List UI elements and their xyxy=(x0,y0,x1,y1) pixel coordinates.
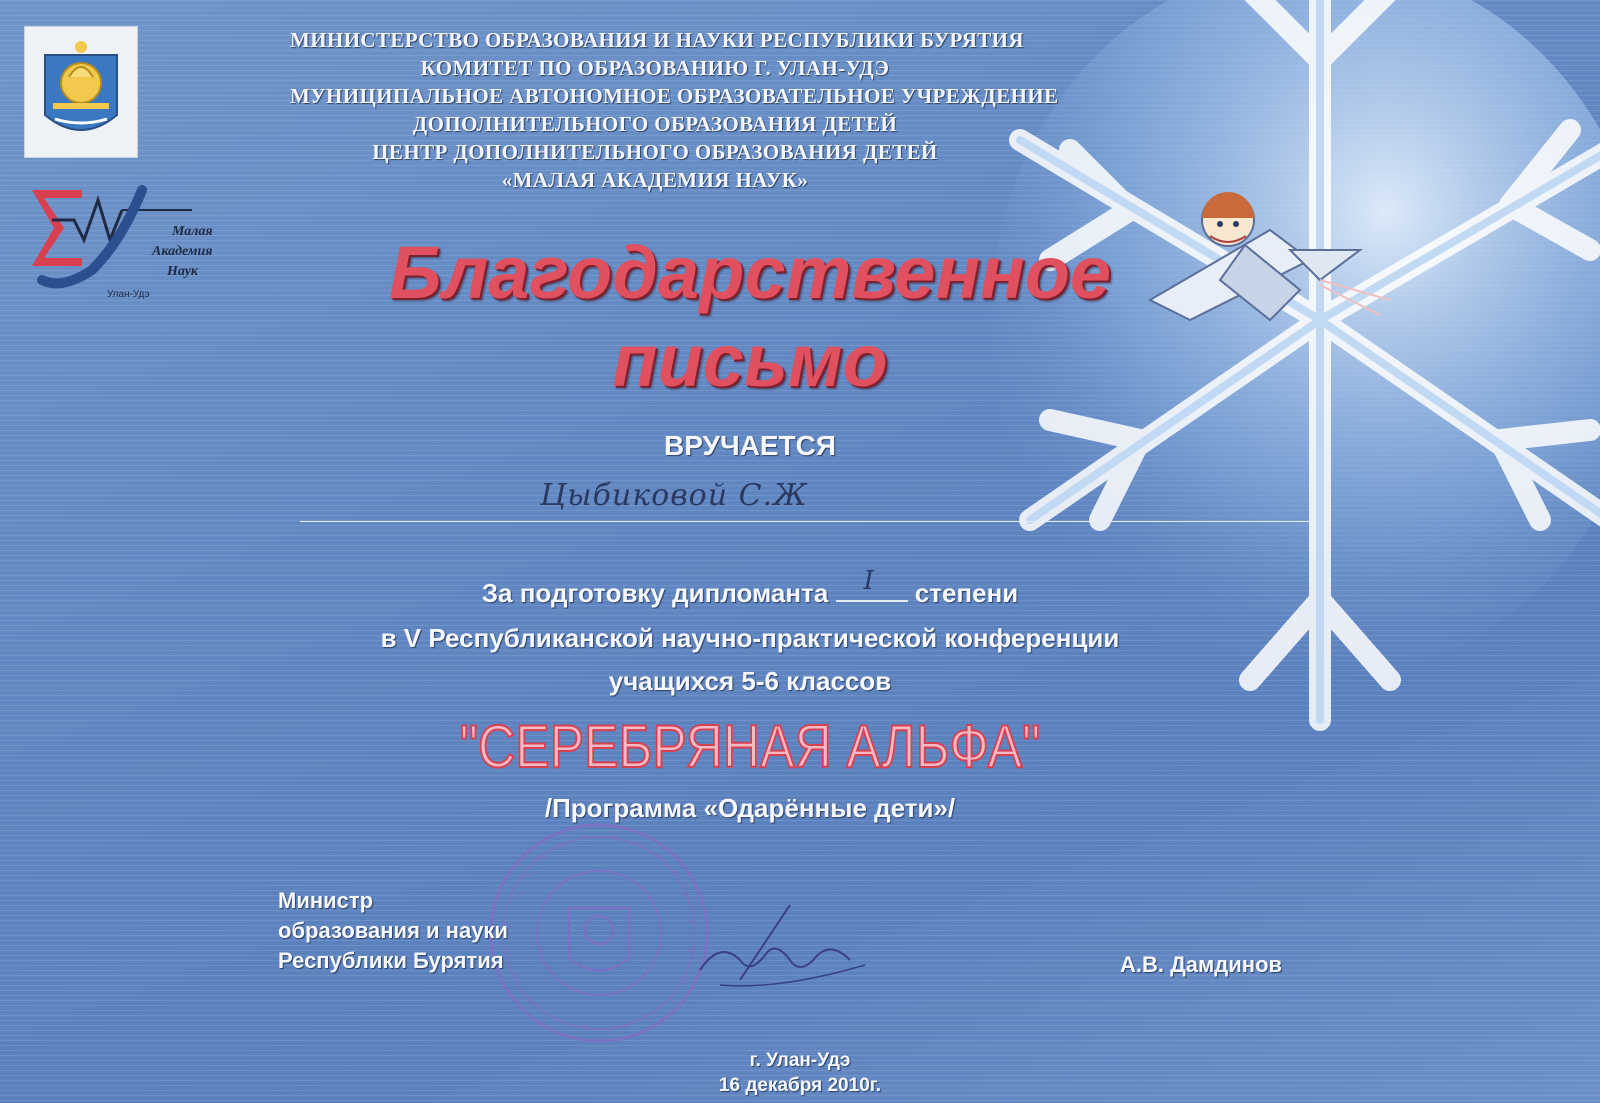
title-line-1: Благодарственное xyxy=(388,231,1112,314)
degree-value: I xyxy=(863,566,874,596)
logo-city: Улан-Удэ xyxy=(107,289,150,300)
body-line-1 xyxy=(250,566,1250,609)
awarded-label: ВРУЧАЕТСЯ xyxy=(664,430,836,461)
body-line-1-after: степени xyxy=(914,578,1019,608)
logo-word-3: Наук xyxy=(167,264,199,279)
signatory-title xyxy=(278,886,508,976)
recipient-name: Цыбиковой С.Ж xyxy=(540,478,808,513)
recipient-underline xyxy=(300,521,1315,522)
signatory-name: А.В. Дамдинов xyxy=(1120,952,1283,977)
date: 16 декабря 2010г. xyxy=(718,1075,882,1096)
body-line-1-before: За подготовку дипломанта xyxy=(481,578,829,608)
degree-blank xyxy=(836,566,908,602)
signatory-title-line: Республики Бурятия xyxy=(278,948,504,973)
signature xyxy=(680,900,870,1000)
event-name: "СЕРЕБРЯНАЯ АЛЬФА" xyxy=(459,713,1041,780)
logo-word-2: Академия xyxy=(152,244,213,259)
title-line-2: письмо xyxy=(612,319,888,402)
body-line-2: в V Республиканской научно-практической конференции xyxy=(380,623,1120,653)
header-line: МИНИСТЕРСТВО ОБРАЗОВАНИЯ И НАУКИ РЕСПУБЛИКИ БУРЯТИЯ xyxy=(290,28,1024,52)
issuer-header xyxy=(290,26,1059,194)
body-line-3: учащихся 5-6 классов xyxy=(608,666,892,696)
program-name: /Программа «Одарённые дети»/ xyxy=(544,793,956,823)
header-line: МУНИЦИПАЛЬНОЕ АВТОНОМНОЕ ОБРАЗОВАТЕЛЬНОЕ УЧРЕЖДЕНИЕ xyxy=(290,84,1059,108)
header-line: ДОПОЛНИТЕЛЬНОГО ОБРАЗОВАНИЯ ДЕТЕЙ xyxy=(412,112,898,136)
place: г. Улан-Удэ xyxy=(749,1050,851,1071)
signatory-title-line: Министр xyxy=(278,888,374,913)
header-line: ЦЕНТР ДОПОЛНИТЕЛЬНОГО ОБРАЗОВАНИЯ ДЕТЕЙ xyxy=(372,140,938,164)
coat-of-arms xyxy=(24,26,138,158)
logo-word-1: Малая xyxy=(172,224,213,239)
header-line: «МАЛАЯ АКАДЕМИЯ НАУК» xyxy=(501,168,809,192)
place-and-date xyxy=(650,1048,950,1098)
small-academy-logo xyxy=(22,180,252,310)
header-line: КОМИТЕТ ПО ОБРАЗОВАНИЮ Г. УЛАН-УДЭ xyxy=(420,56,890,80)
signatory-title-line: образования и науки xyxy=(278,918,508,943)
